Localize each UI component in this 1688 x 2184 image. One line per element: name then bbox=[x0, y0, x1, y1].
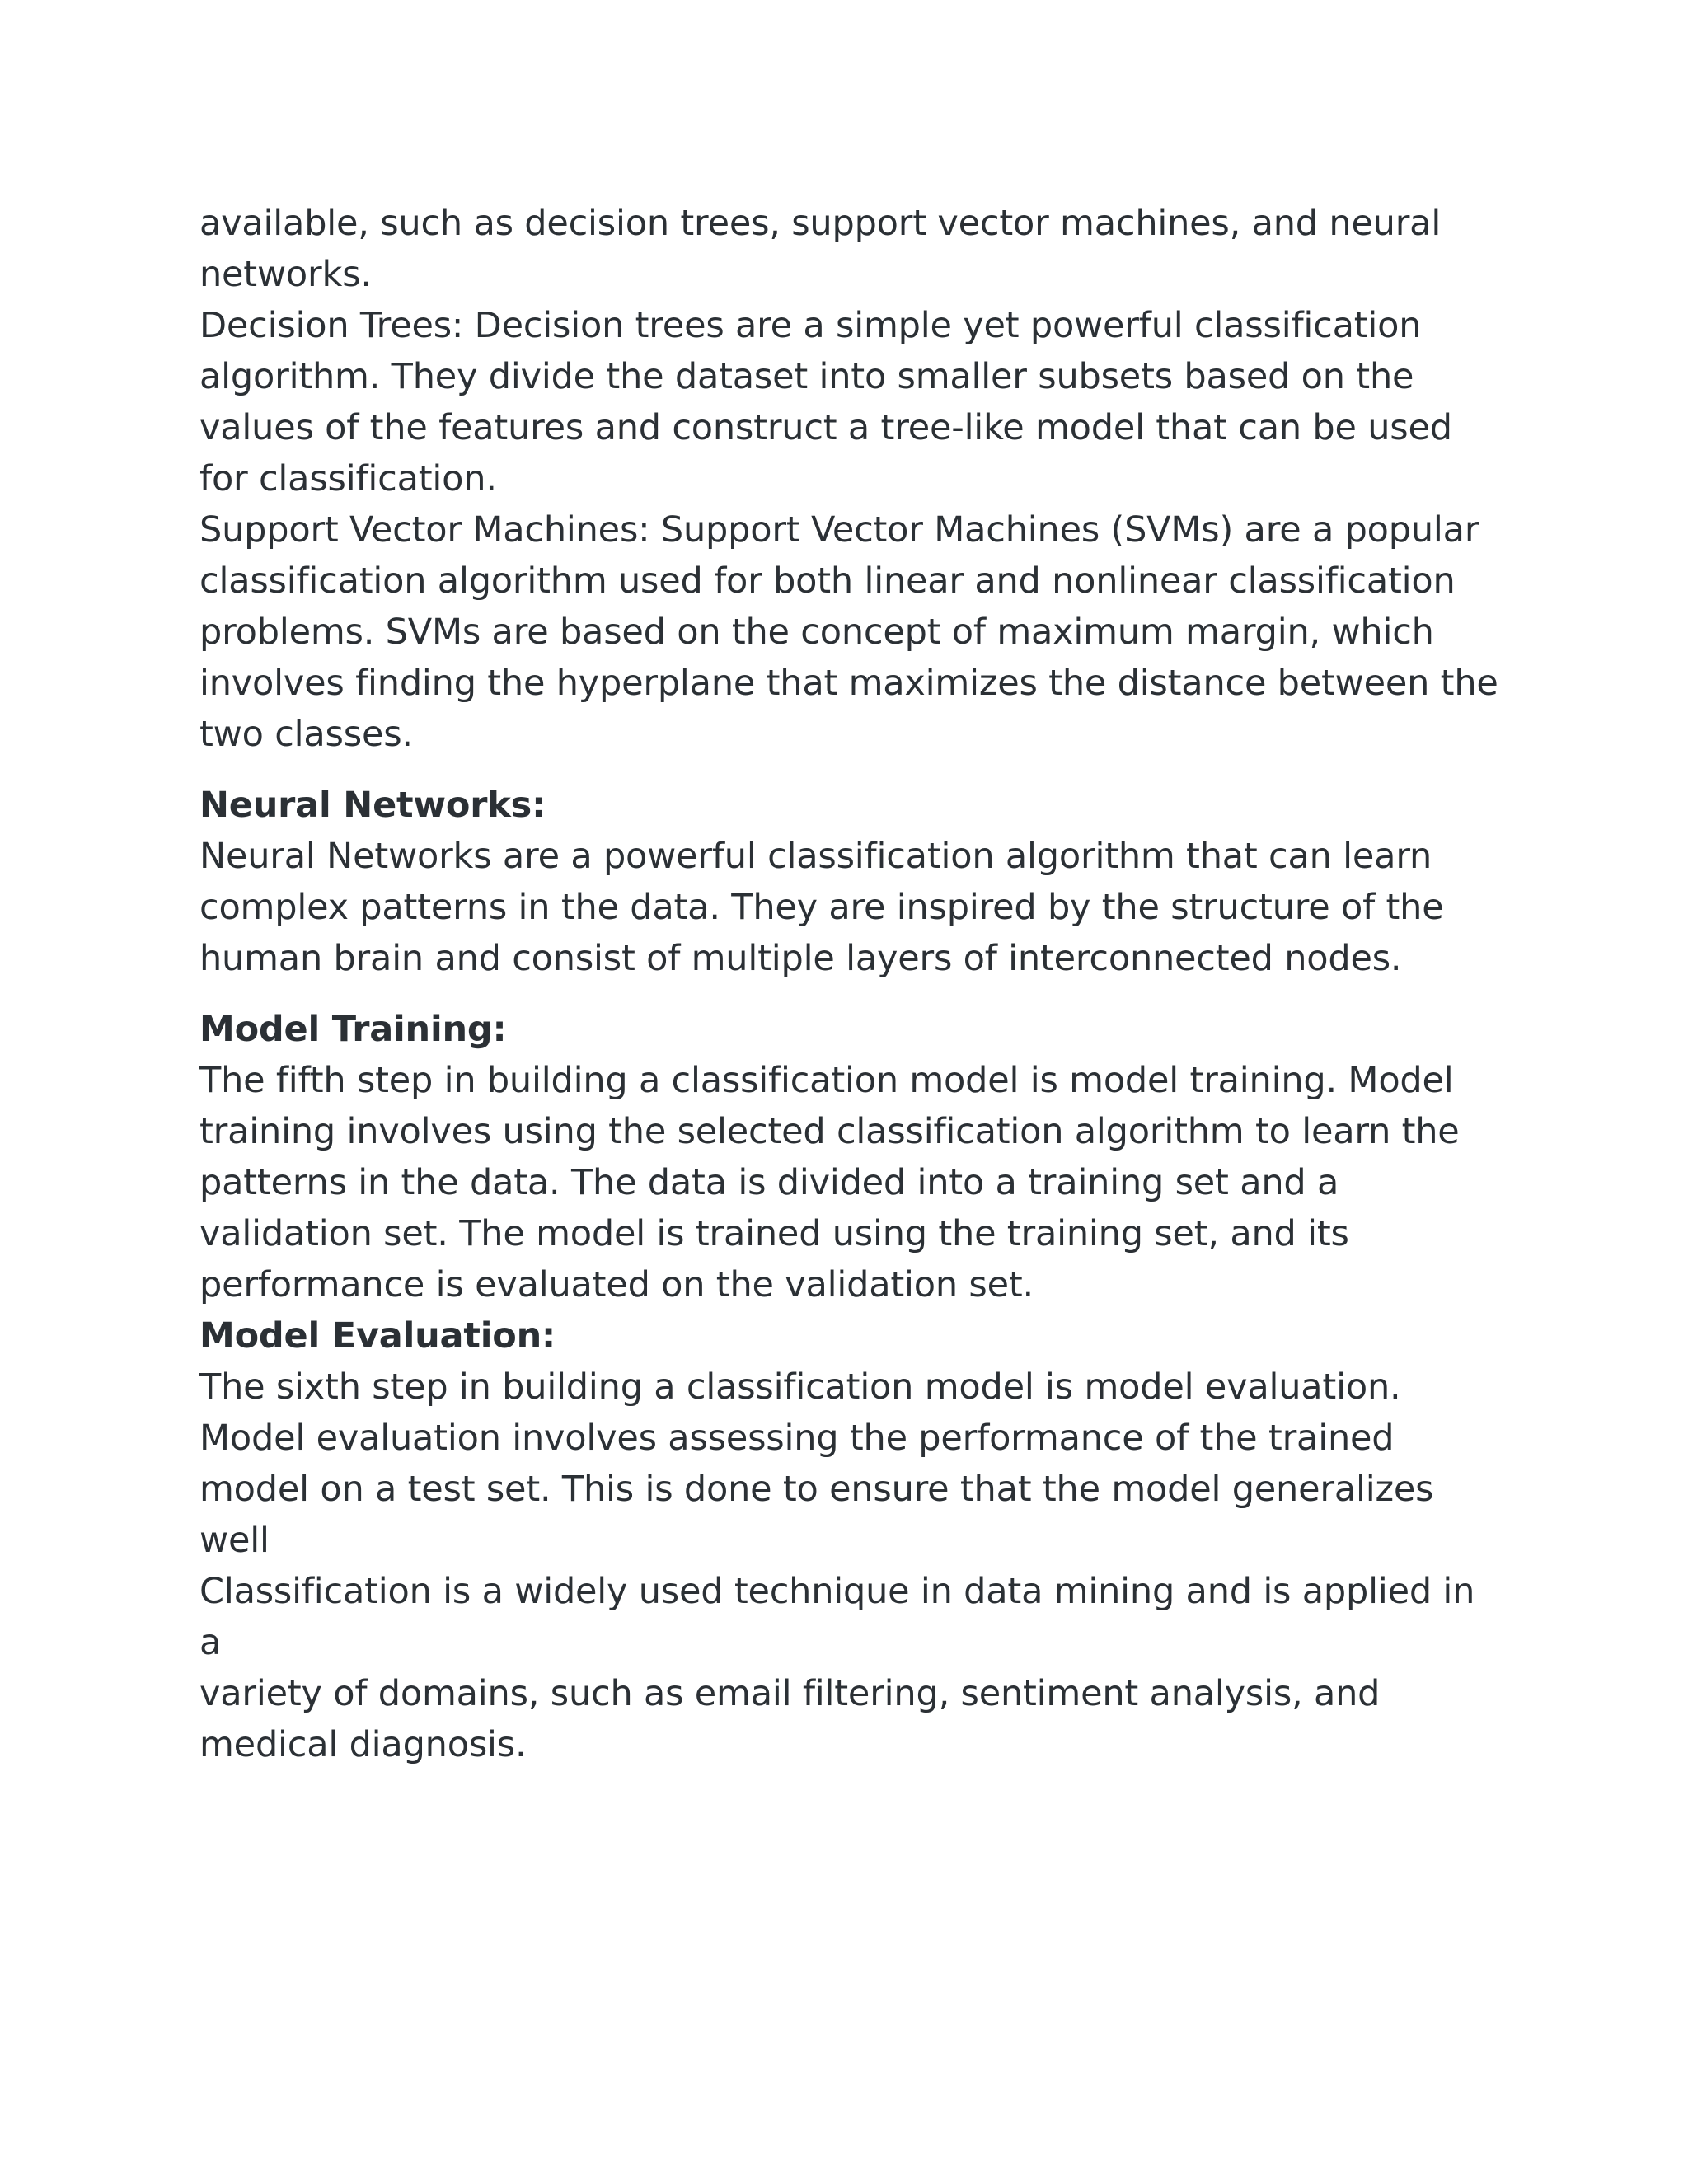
paragraph-conclusion: Classification is a widely used technique in data mining and is applied in a variety of domains, such as email filtering, sentiment analysis, and medical diagnosis. bbox=[199, 1571, 1475, 1765]
paragraph-model-evaluation: The sixth step in building a classification model is model evaluation. Model evaluation involves assessing the performance of the trained model on a test set. This is done to ensure that the model generalizes well bbox=[199, 1366, 1434, 1561]
paragraph-intro: available, such as decision trees, support vector machines, and neural networks. bbox=[199, 203, 1442, 295]
heading-model-evaluation: Model Evaluation: bbox=[199, 1315, 556, 1357]
heading-model-training: Model Training: bbox=[199, 1009, 507, 1050]
paragraph-model-training: The fifth step in building a classification model is model training. Model training involves using the selected classification algorithm to learn the patterns in the data. The data is divided into a training set and a validation set. The model is trained using the training set, and its performance is evaluated on the validation set. bbox=[199, 1060, 1460, 1305]
paragraph-svm: Support Vector Machines: Support Vector Machines (SVMs) are a popular classification algorithm used for both linear and nonlinear classification problems. SVMs are based on the concept of maximum margin, which involves finding the hyperplane that maximizes the distance between the two classes. bbox=[199, 509, 1498, 755]
document-body bbox=[199, 198, 1502, 1770]
heading-neural-networks: Neural Networks: bbox=[199, 785, 546, 826]
paragraph-neural-networks: Neural Networks are a powerful classification algorithm that can learn complex patterns in the data. They are inspired by the structure of the human brain and consist of multiple layers of interconnected nodes. bbox=[199, 836, 1444, 979]
paragraph-decision-trees: Decision Trees: Decision trees are a simple yet powerful classification algorithm. They divide the dataset into smaller subsets based on the values of the features and construct a tree-like model that can be used for classification. bbox=[199, 305, 1452, 499]
